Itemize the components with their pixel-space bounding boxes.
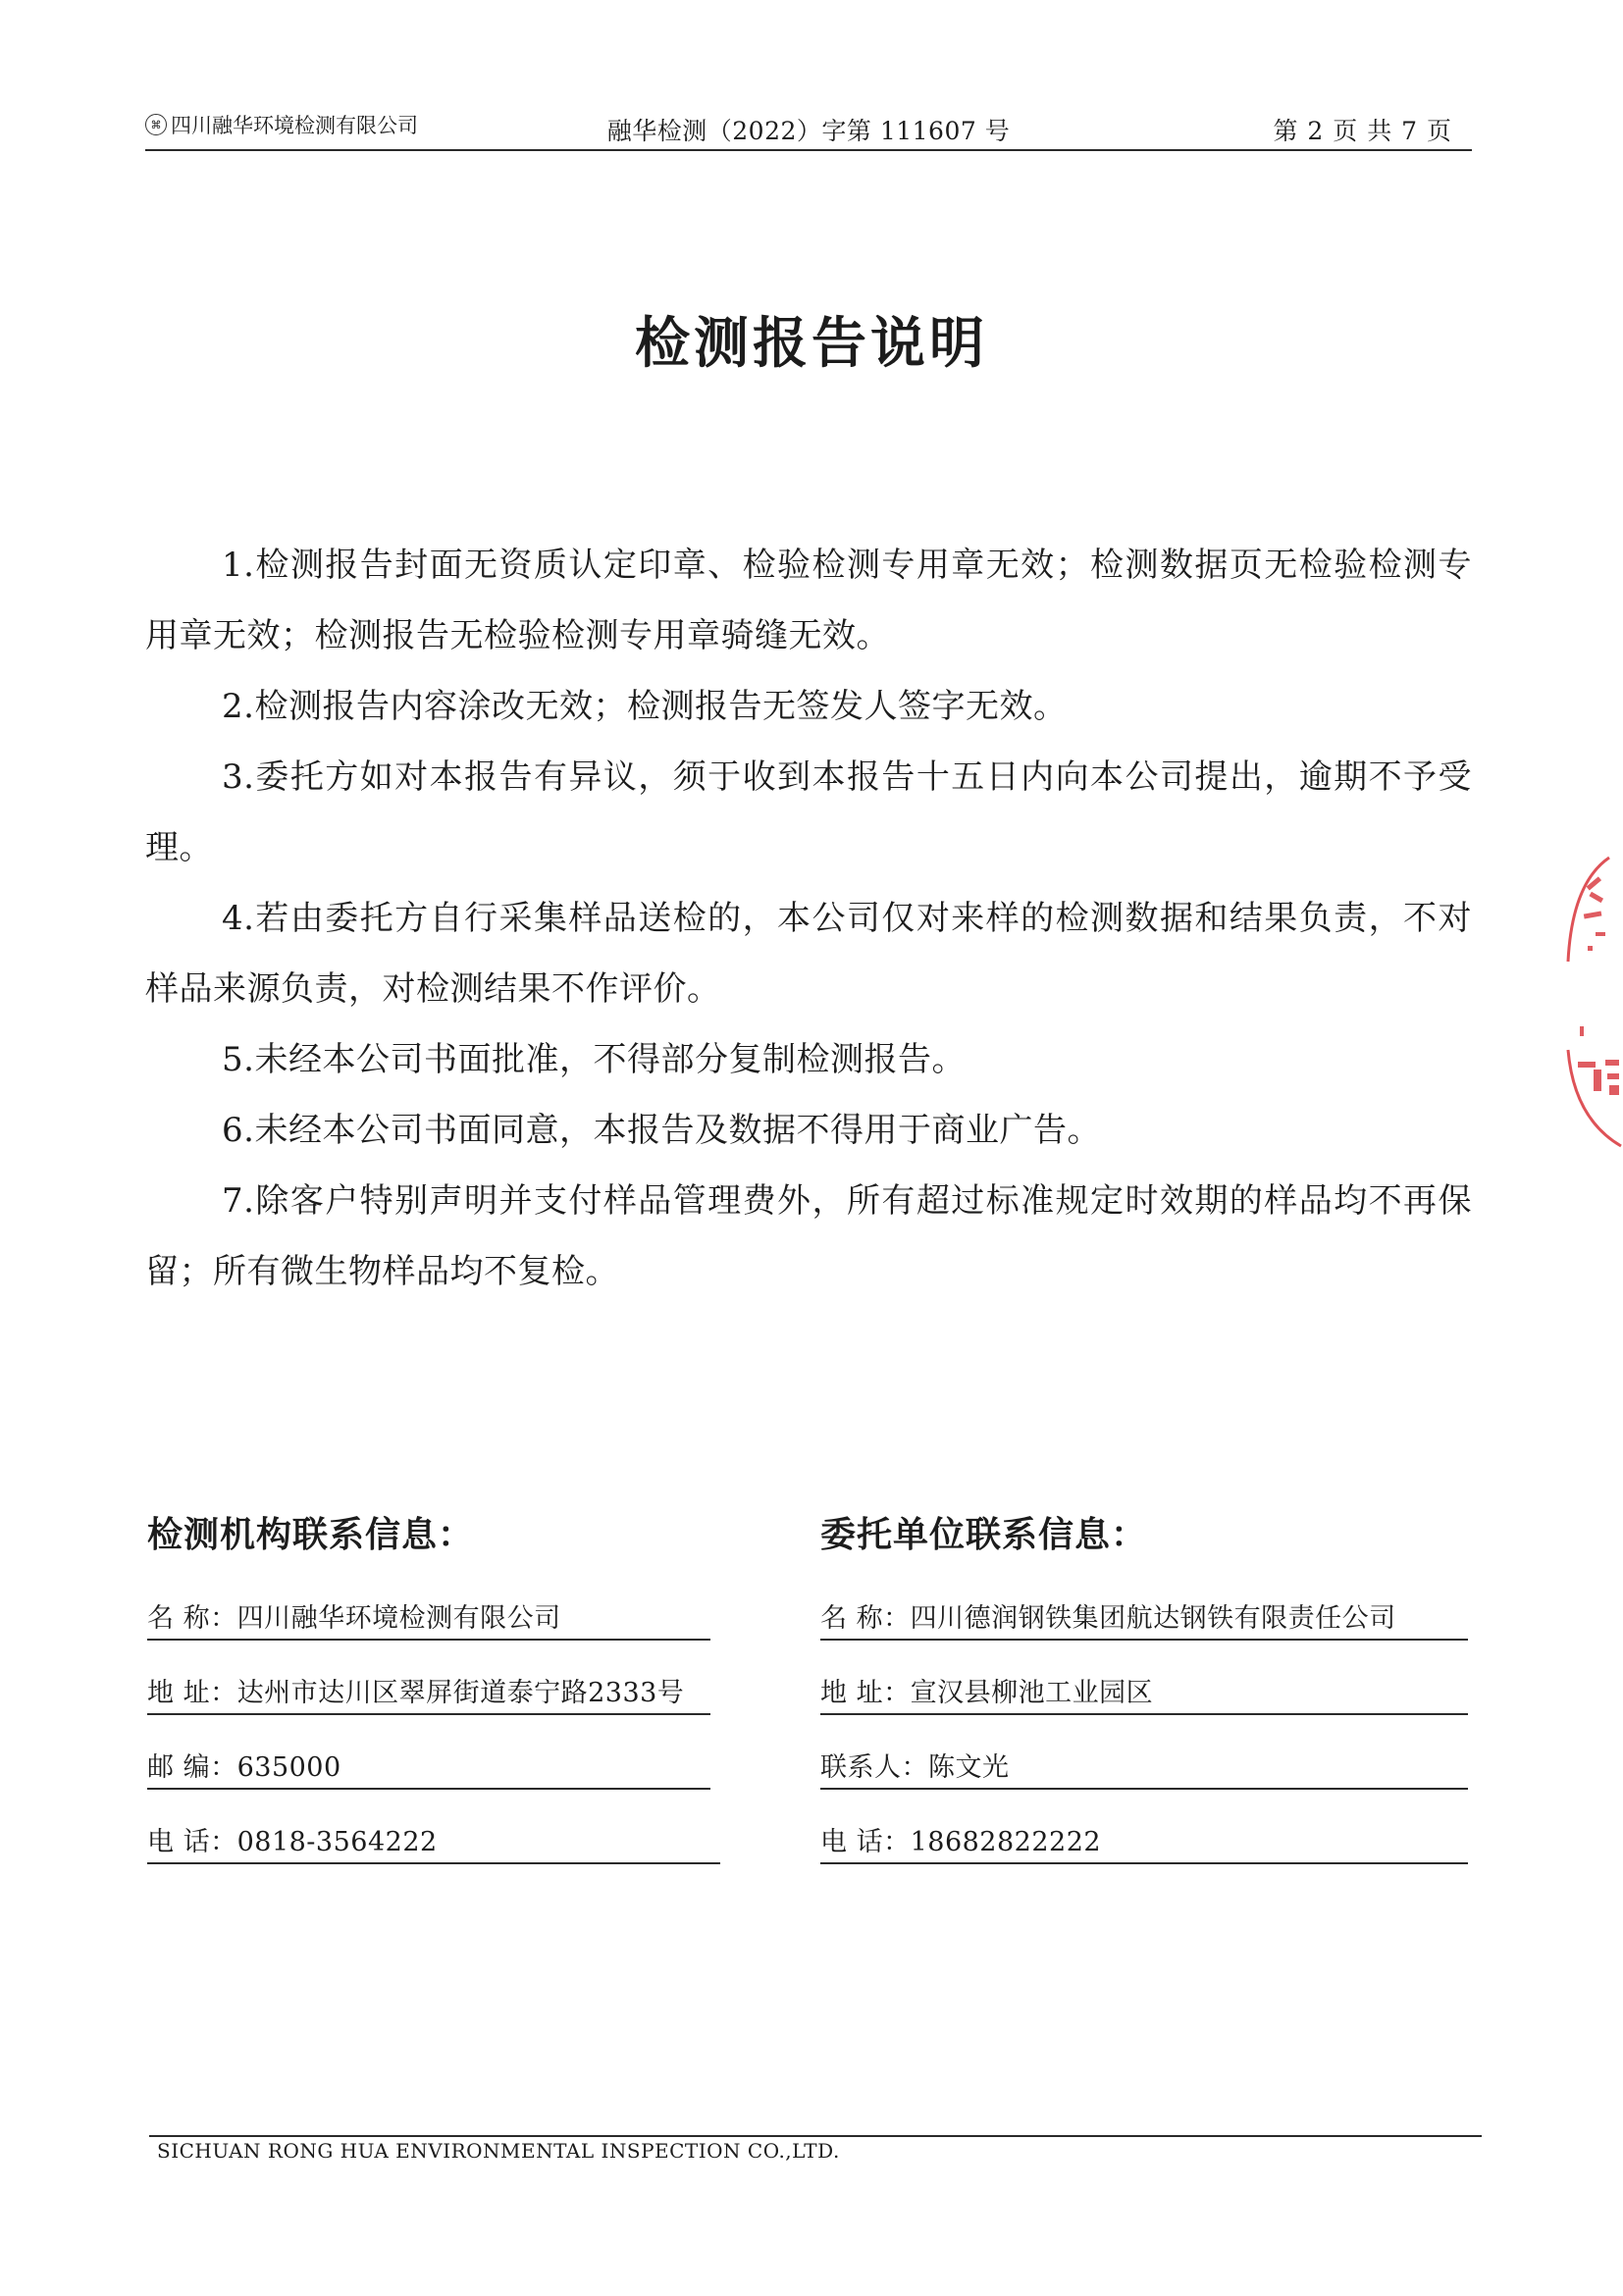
lab-phone-line xyxy=(147,1823,720,1864)
client-name-value: 四川德润钢铁集团航达钢铁有限责任公司 xyxy=(910,1603,1396,1634)
lab-address-line xyxy=(147,1674,710,1715)
lab-name-label: 名 称： xyxy=(147,1603,237,1634)
client-name-line xyxy=(820,1599,1468,1641)
client-address-value: 宣汉县柳池工业园区 xyxy=(910,1678,1154,1708)
client-contact-label: 联系人： xyxy=(820,1752,928,1783)
clause-3: 3.委托方如对本报告有异议，须于收到本报告十五日内向本公司提出，逾期不予受理。 xyxy=(145,757,1472,867)
footer-rule xyxy=(149,2135,1482,2137)
lab-postcode-line xyxy=(147,1748,710,1790)
page-indicator: 第 2 页 共 7 页 xyxy=(1273,117,1452,145)
seal-stamp-icon xyxy=(1550,844,1623,1158)
clause-6: 6.未经本公司书面同意，本报告及数据不得用于商业广告。 xyxy=(222,1111,1101,1150)
client-contact-line xyxy=(820,1748,1468,1790)
lab-phone-label: 电 话： xyxy=(147,1827,237,1857)
client-address-line xyxy=(820,1674,1468,1715)
lab-contact-heading: 检测机构联系信息： xyxy=(147,1515,475,1555)
lab-postcode-value: 635000 xyxy=(236,1752,341,1783)
page-title: 检测报告说明 xyxy=(635,312,988,376)
client-phone-value: 18682822222 xyxy=(910,1827,1102,1857)
lab-address-value: 达州市达川区翠屏街道泰宁路2333号 xyxy=(236,1678,685,1708)
client-contact-value: 陈文光 xyxy=(928,1752,1010,1783)
clause-list xyxy=(145,530,1472,1307)
report-number: 融华检测（2022）字第 111607 号 xyxy=(606,117,1011,145)
clause-7: 7.除客户特别声明并支付样品管理费外，所有超过标准规定时效期的样品均不再保留；所有微生物样品均不复检。 xyxy=(145,1181,1472,1291)
client-address-label: 地 址： xyxy=(820,1678,911,1708)
client-name-label: 名 称： xyxy=(820,1603,911,1634)
clause-2: 2.检测报告内容涂改无效；检测报告无签发人签字无效。 xyxy=(222,687,1068,726)
lab-postcode-label: 邮 编： xyxy=(147,1752,237,1783)
lab-address-label: 地 址： xyxy=(147,1678,237,1708)
company-logo-icon: ⌘ xyxy=(145,114,167,135)
clause-1: 1.检测报告封面无资质认定印章、检验检测专用章无效；检测数据页无检验检测专用章无效；检测报告无检验检测专用章骑缝无效。 xyxy=(145,546,1472,655)
page-header xyxy=(145,106,1472,151)
clause-5: 5.未经本公司书面批准，不得部分复制检测报告。 xyxy=(222,1040,966,1079)
footer-company-en: SICHUAN RONG HUA ENVIRONMENTAL INSPECTION CO.,LTD. xyxy=(157,2139,840,2163)
lab-name-line xyxy=(147,1599,710,1641)
header-company-name: 四川融华环境检测有限公司 xyxy=(171,114,418,137)
client-contact-heading: 委托单位联系信息： xyxy=(820,1515,1148,1555)
lab-name-value: 四川融华环境检测有限公司 xyxy=(236,1603,561,1634)
client-phone-label: 电 话： xyxy=(820,1827,911,1857)
lab-phone-value: 0818-3564222 xyxy=(236,1827,438,1857)
client-phone-line xyxy=(820,1823,1468,1864)
clause-4: 4.若由委托方自行采集样品送检的，本公司仅对来样的检测数据和结果负责，不对样品来源负责，对检测结果不作评价。 xyxy=(145,899,1472,1009)
